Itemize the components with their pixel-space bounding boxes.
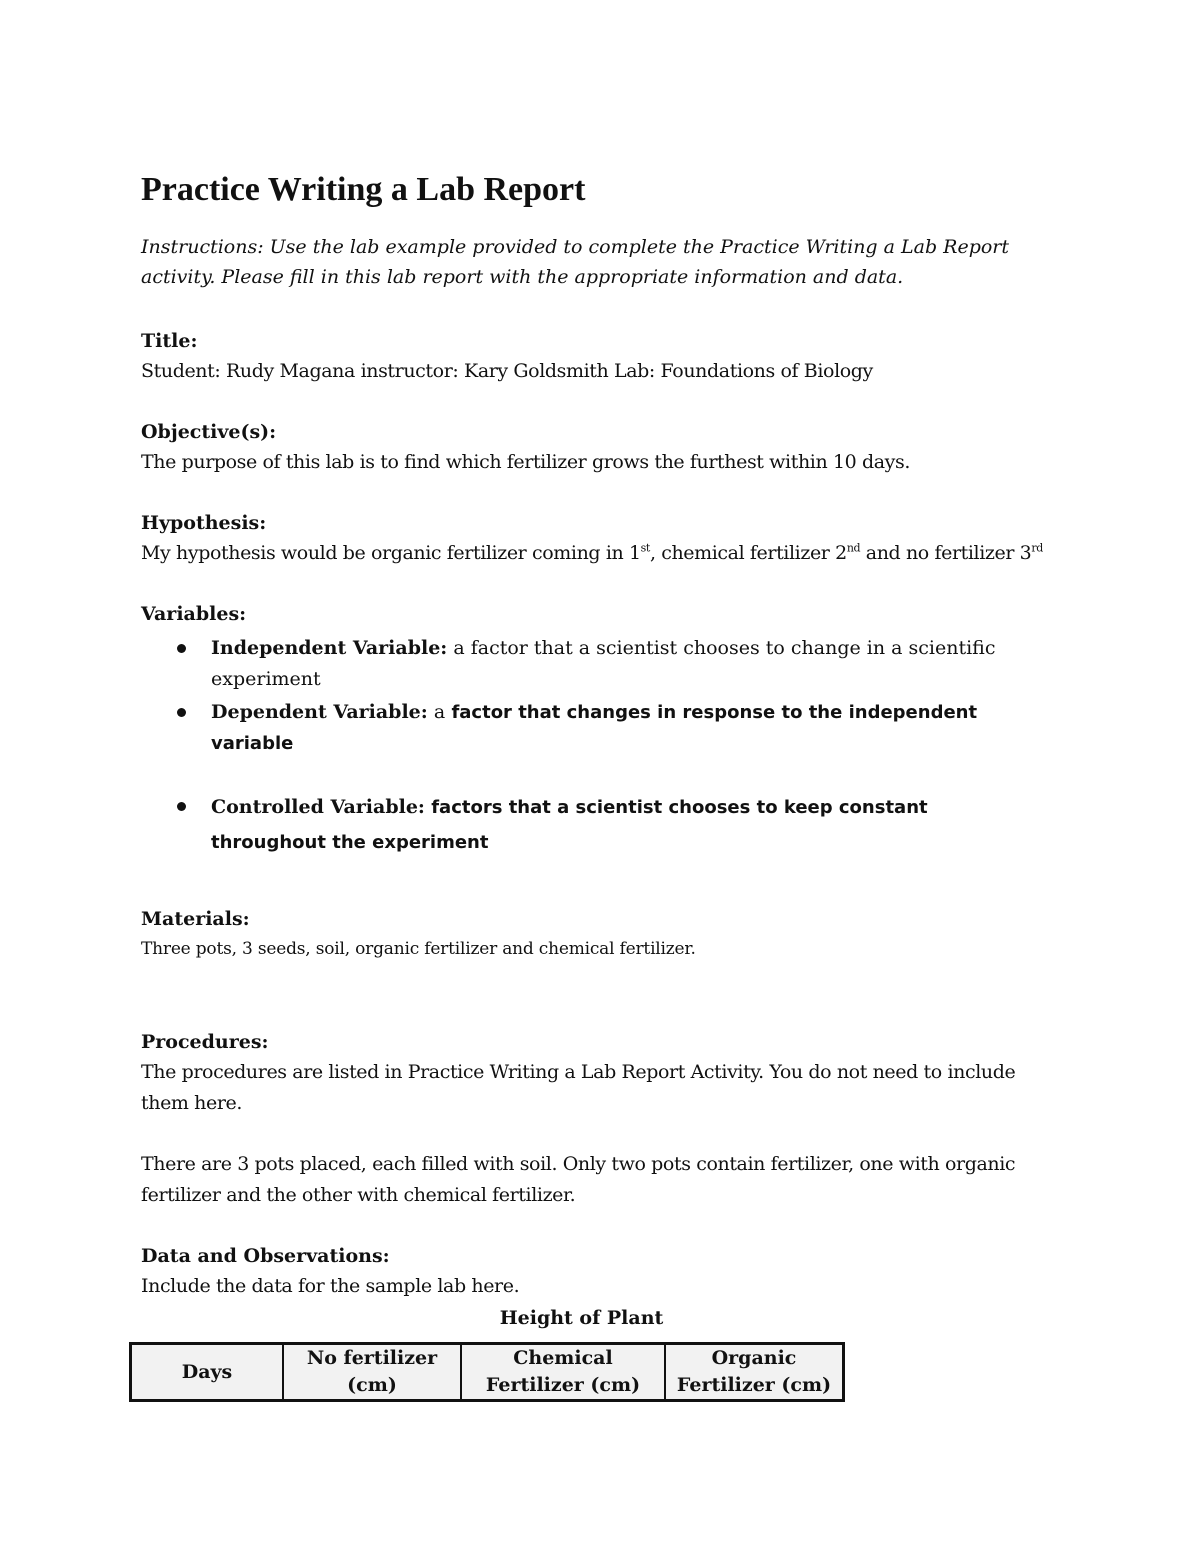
document-page [141,170,1046,1334]
variable-definition: a factor that a scientist chooses to change in a scientific experiment [211,637,996,690]
hypothesis-section [141,508,1046,569]
objectives-section [141,417,1046,478]
hypothesis-sup-2: nd [846,541,861,555]
hypothesis-sup-3: rd [1031,541,1043,555]
instructions [141,232,1046,292]
column-header-no-fertilizer: No fertilizer (cm) [283,1344,461,1401]
data-heading: Data and Observations: [141,1245,390,1267]
list-item [141,790,1046,860]
materials-text: Three pots, 3 seeds, soil, organic fertilizer and chemical fertilizer. [141,939,696,959]
hypothesis-part-1: My hypothesis would be organic fertilizer coming in 1 [141,542,641,564]
data-text: Include the data for the sample lab here. [141,1275,520,1297]
table-caption: Height of Plant [499,1307,664,1329]
column-header-days: Days [131,1344,284,1401]
objectives-text: The purpose of this lab is to find which fertilizer grows the furthest within 10 days. [141,451,910,473]
list-item [141,697,1046,759]
bullet-icon [177,802,186,811]
title-section [141,326,1046,387]
bullet-icon [177,708,186,717]
column-header-organic-fertilizer: Organic Fertilizer (cm) [665,1344,844,1401]
variable-definition-prefix: a [427,701,446,723]
procedures-paragraph-2: There are 3 pots placed, each filled with soil. Only two pots contain fertilizer, one with organic fertilizer and the other with chemical fertilizer. [141,1153,1016,1206]
instructions-line-1: Instructions: Use the lab example provided to complete the Practice Writing a Lab Report [141,236,1010,258]
procedures-section [141,1027,1046,1211]
variable-term: Independent Variable: [211,637,448,659]
variables-heading: Variables: [141,603,247,625]
data-table [129,1342,845,1402]
bullet-icon [177,644,186,653]
variable-term: Controlled Variable: [211,796,425,818]
instructions-line-2: activity. Please fill in this lab report with the appropriate information and data. [141,266,904,288]
hypothesis-sup-1: st [640,541,650,555]
procedures-paragraph-1: The procedures are listed in Practice Writing a Lab Report Activity. You do not need to include them here. [141,1061,1016,1114]
title-text: Student: Rudy Magana instructor: Kary Goldsmith Lab: Foundations of Biology [141,360,873,382]
hypothesis-text [141,538,1046,569]
variables-list [141,633,1046,860]
variable-definition: factor that changes in response to the independent variable [211,702,978,754]
hypothesis-heading: Hypothesis: [141,512,267,534]
objectives-heading: Objective(s): [141,421,277,443]
hypothesis-part-3: and no fertilizer 3 [860,542,1032,564]
title-heading: Title: [141,330,198,352]
data-section [141,1241,1046,1334]
variable-definition: factors that a scientist chooses to keep constant throughout the experiment [211,797,928,853]
variables-section [141,599,1046,860]
hypothesis-part-2: , chemical fertilizer 2 [649,542,847,564]
column-header-chemical-fertilizer: Chemical Fertilizer (cm) [461,1344,665,1401]
table-header-row [131,1344,844,1401]
materials-section [141,904,1046,965]
variable-term: Dependent Variable: [211,701,428,723]
procedures-heading: Procedures: [141,1031,269,1053]
materials-heading: Materials: [141,908,250,930]
list-item [141,633,1046,695]
document-title: Practice Writing a Lab Report [141,171,586,208]
